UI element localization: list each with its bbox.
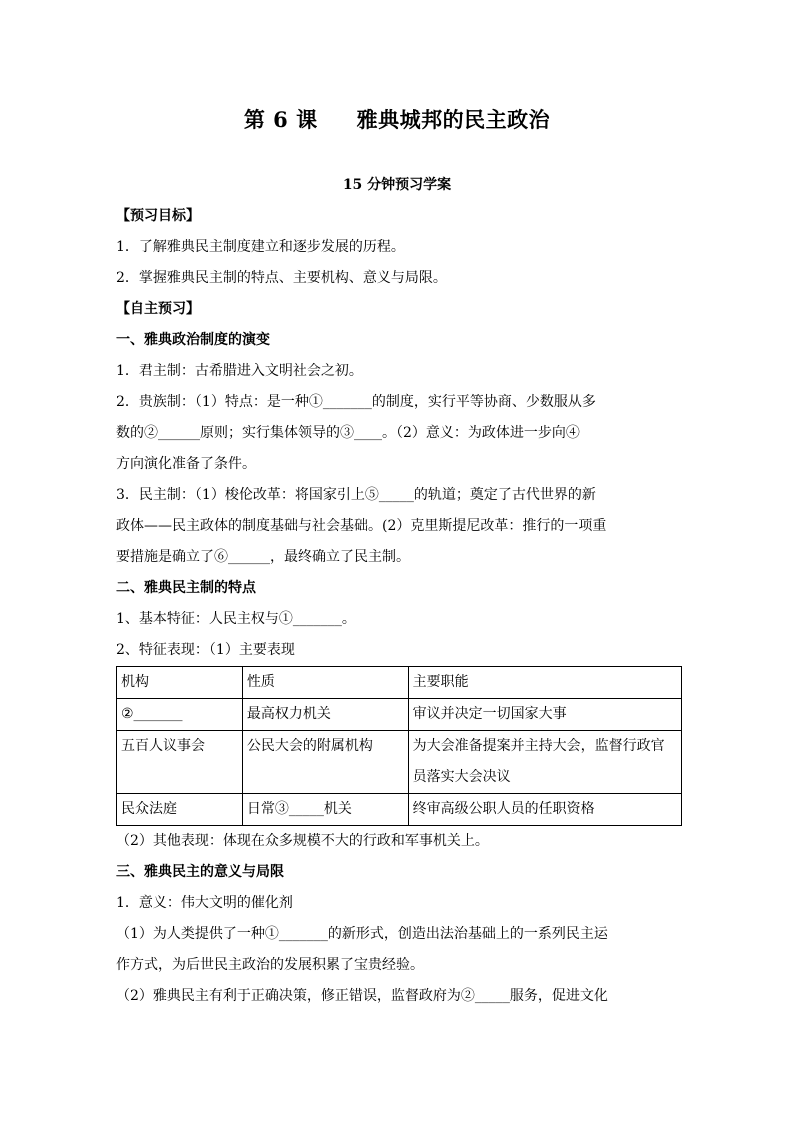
paragraph-line: 要措施是确立了⑥______，最终确立了民主制。 bbox=[116, 549, 410, 565]
table-cell: ②_______ bbox=[117, 699, 243, 731]
paragraph-line: 作方式，为后世民主政治的发展积累了宝贵经验。 bbox=[116, 957, 424, 973]
heading-goals: 【预习目标】 bbox=[116, 208, 200, 224]
paragraph-line: 政体——民主政体的制度基础与社会基础。(2）克里斯提尼改革：推行的一项重 bbox=[116, 518, 607, 534]
heading-self-study: 【自主预习】 bbox=[116, 301, 200, 317]
goal-1: 1．了解雅典民主制度建立和逐步发展的历程。 bbox=[116, 239, 405, 255]
paragraph-line: 1．意义：伟大文明的催化剂 bbox=[116, 895, 293, 911]
table-cell: 终审高级公职人员的任职资格 bbox=[408, 794, 681, 826]
paragraph-line: 2．贵族制：（1）特点：是一种①_______的制度，实行平等协商、少数服从多 bbox=[116, 394, 596, 410]
table-header-cell: 主要职能 bbox=[408, 667, 681, 699]
paragraph-line: 方向演化准备了条件。 bbox=[116, 456, 256, 472]
document-body bbox=[116, 201, 682, 1012]
paragraph-line: 数的②______原则；实行集体领导的③____。（2）意义：为政体进一步向④ bbox=[116, 425, 580, 441]
paragraph-line: （2）其他表现：体现在众多规模不大的行政和军事机关上。 bbox=[116, 833, 489, 849]
section-heading-3: 三、雅典民主的意义与局限 bbox=[116, 864, 284, 880]
table-cell: 日常③_____机关 bbox=[242, 794, 408, 826]
table-header-cell: 性质 bbox=[242, 667, 408, 699]
goal-2: 2．掌握雅典民主制的特点、主要机构、意义与局限。 bbox=[116, 270, 447, 286]
table-cell: 最高权力机关 bbox=[242, 699, 408, 731]
paragraph-line: 1．君主制：古希腊进入文明社会之初。 bbox=[116, 363, 363, 379]
institutions-table bbox=[116, 666, 682, 826]
paragraph-line: 3．民主制：（1）梭伦改革：将国家引上⑤_____的轨道；奠定了古代世界的新 bbox=[116, 487, 596, 503]
paragraph-line: （2）雅典民主有利于正确决策，修正错误，监督政府为②_____服务，促进文化 bbox=[116, 988, 608, 1004]
table-header-row bbox=[117, 667, 682, 699]
paragraph-line: （1）为人类提供了一种①_______的新形式，创造出法治基础上的一系列民主运 bbox=[116, 926, 608, 942]
table-cell: 审议并决定一切国家大事 bbox=[408, 699, 681, 731]
section-subtitle: 15 分钟预习学案 bbox=[342, 177, 452, 193]
table-row bbox=[117, 794, 682, 826]
section-heading-2: 二、雅典民主制的特点 bbox=[116, 580, 256, 596]
lesson-title: 第 6 课 雅典城邦的民主政治 bbox=[243, 107, 551, 132]
paragraph-line: 1、基本特征：人民主权与①_______。 bbox=[116, 611, 356, 627]
paragraph-line: 2、特征表现：（1）主要表现 bbox=[116, 642, 295, 658]
section-heading-1: 一、雅典政治制度的演变 bbox=[116, 332, 270, 348]
table-row bbox=[117, 731, 682, 794]
table-cell: 为大会准备提案并主持大会，监督行政官员落实大会决议 bbox=[408, 731, 681, 794]
table-cell: 民众法庭 bbox=[117, 794, 243, 826]
table-header-cell: 机构 bbox=[117, 667, 243, 699]
table-cell: 五百人议事会 bbox=[117, 731, 243, 794]
table-row bbox=[117, 699, 682, 731]
table-cell: 公民大会的附属机构 bbox=[242, 731, 408, 794]
